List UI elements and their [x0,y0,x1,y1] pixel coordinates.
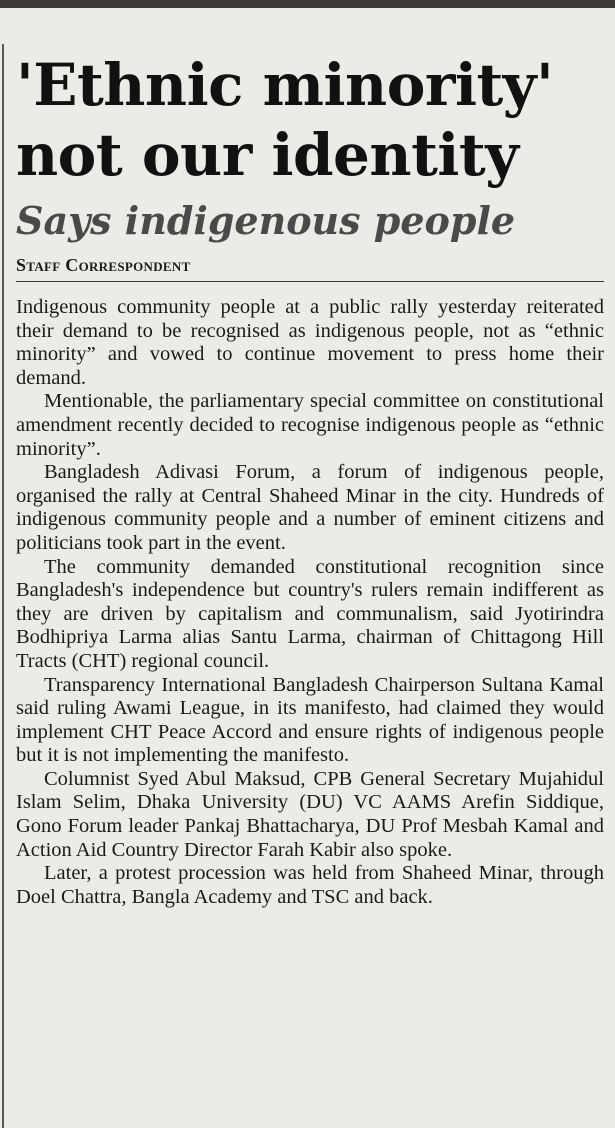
headline-line-1: 'Ethnic minority' [16,51,554,119]
paragraph: Transparency International Bangladesh Chairperson Sultana Kamal said ruling Awami League, in its manifesto, had claimed they would implement CHT Peace Accord and ensure rights of indigenous people but it is not implementing the manifesto. [16,673,604,767]
paragraph: Later, a protest procession was held from Shaheed Minar, through Doel Chattra, Bangla Academy and TSC and back. [16,862,604,908]
headline [16,50,608,190]
column-rule [2,44,4,1128]
paragraph: Bangladesh Adivasi Forum, a forum of indigenous people, organised the rally at Central Shaheed Minar in the city. Hundreds of indigenous community people and a number of eminent citizens and politicians took part in the event. [16,461,604,554]
paragraph: Indigenous community people at a public rally yesterday reiterated their demand to be recognised as indigenous people, not as “ethnic minority” and vowed to continue movement to press home their demand. [16,296,604,389]
article-body [16,296,604,909]
byline-divider [16,281,604,282]
byline: Staff Correspondent [16,255,191,275]
paragraph: Columnist Syed Abul Maksud, CPB General Secretary Mujahidul Islam Selim, Dhaka University (DU) VC AAMS Arefin Siddique, Gono Forum leader Pankaj Bhattacharya, DU Prof Mesbah Kamal and Action Aid Country Director Farah Kabir also spoke. [16,767,604,861]
top-border-bar [0,0,615,8]
paragraph: Mentionable, the parliamentary special committee on constitutional amendment recently decided to recognise indigenous people as “ethnic minority”. [16,390,604,460]
paragraph: The community demanded constitutional recognition since Bangladesh's independence but country's rulers remain indifferent as they are driven by capitalism and communalism, said Jyotirindra Bodhipriya Larma alias Santu Larma, chairman of Chittagong Hill Tracts (CHT) regional council. [16,555,604,672]
headline-line-2: not our identity [16,121,519,189]
subheadline: Says indigenous people [16,198,516,243]
news-article [16,50,608,909]
